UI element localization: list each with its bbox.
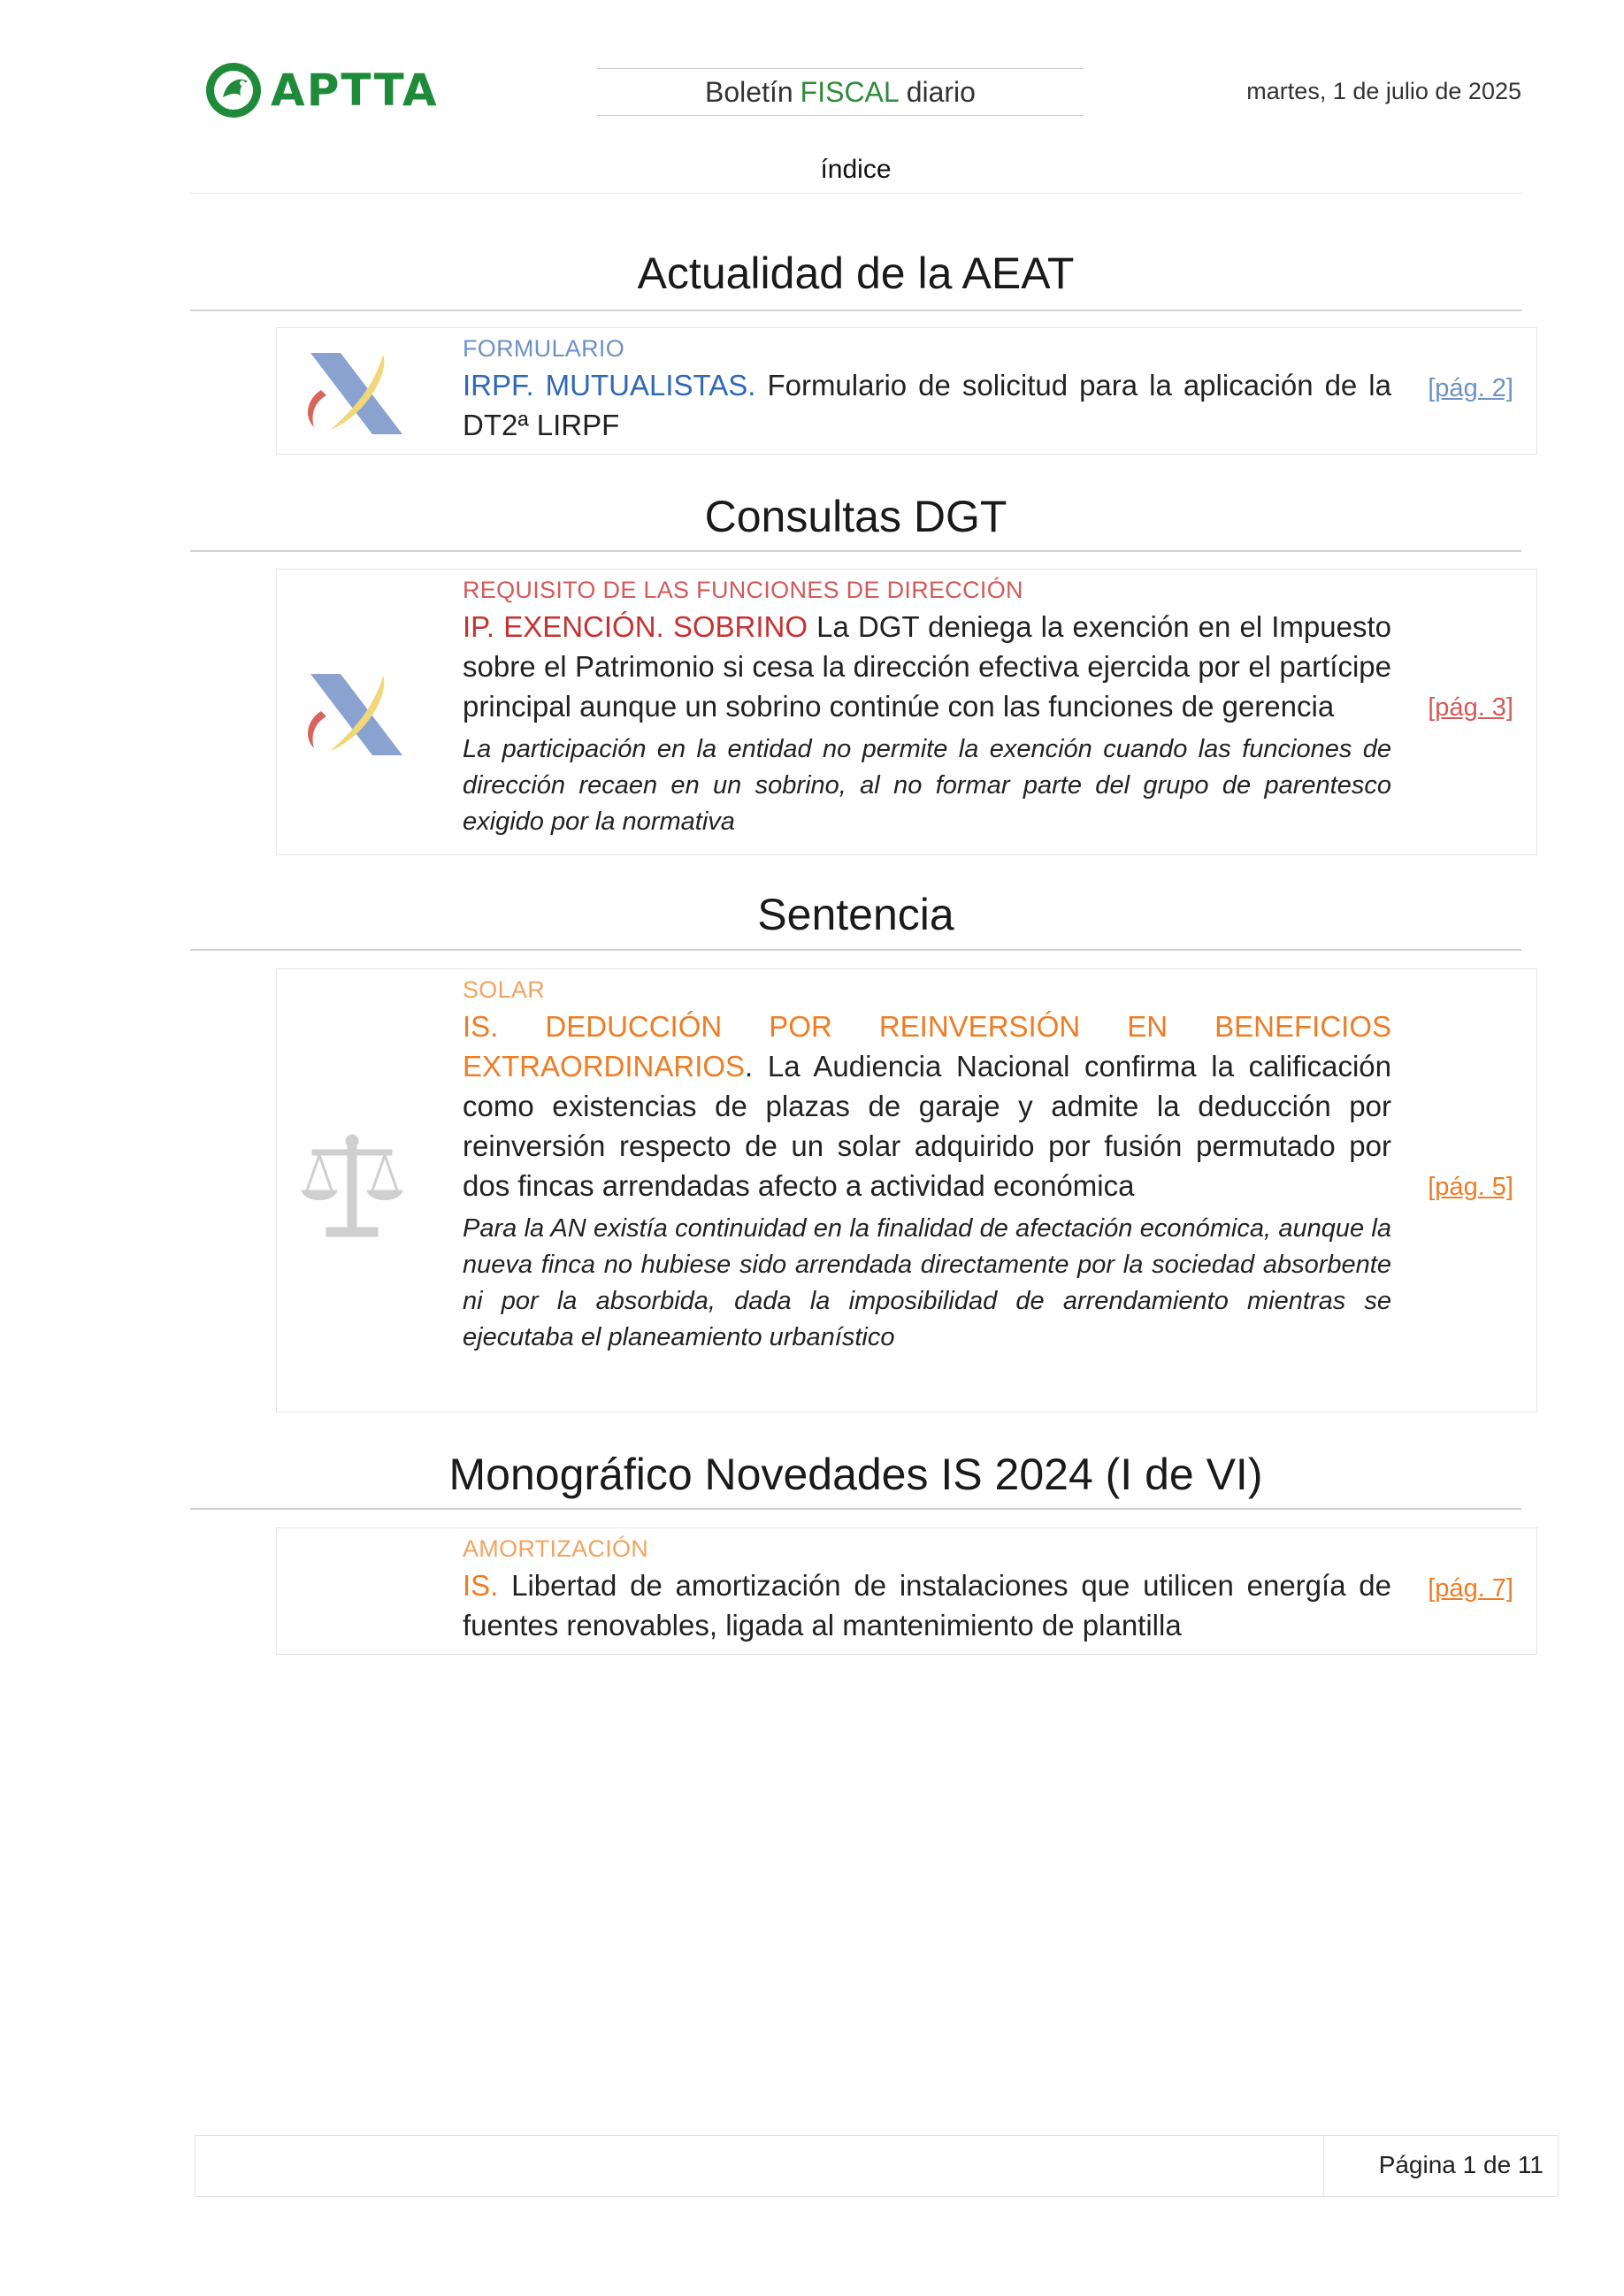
section-title-aeat: Actualidad de la AEAT (637, 249, 1075, 298)
news-summary: Para la AN existía continuidad en la finalidad de afectación económica, aunque la nueva finca no hubiese sido arrendada directamente por la sociedad absorbente ni por la absorbida, dada la imposibilidad de arrendamiento mientras se ejecutaba el planeamiento urbanístico (463, 1214, 1391, 1351)
news-content (463, 973, 1391, 1356)
bulletin-prefix: Boletín (705, 75, 793, 108)
aeat-logo-icon (295, 667, 418, 767)
bulletin-suffix: diario (906, 75, 976, 108)
page-number: Página 1 de 11 (1378, 2151, 1544, 2178)
news-headline (463, 607, 1391, 726)
news-lead: IP. EXENCIÓN. SOBRINO (463, 610, 808, 643)
news-card-monografico (276, 1527, 1537, 1655)
news-lead: IS. DEDUCCIÓN POR REINVERSIÓN EN BENEFICIOS EXTRAORDINARIOS (463, 1010, 1391, 1083)
page-link[interactable]: [pág. 5] (1428, 1173, 1513, 1201)
news-headline-text: . La Audiencia Nacional confirma la calificación como existencias de plazas de garaje y admite la deducción por reinversión respecto de un solar adquirido por fusión permutado por dos fincas arrendadas afecto a actividad económica (463, 1050, 1391, 1202)
page-link[interactable]: [pág. 3] (1428, 693, 1513, 722)
news-headline (463, 1006, 1391, 1205)
bulletin-highlight: FISCAL (800, 75, 900, 108)
news-lead: IS. (463, 1569, 499, 1602)
page-link[interactable]: [pág. 2] (1428, 374, 1513, 402)
news-headline-text: Libertad de amortización de instalaciones que utilicen energía de fuentes renovables, ligada al mantenimiento de plantilla (463, 1569, 1391, 1642)
page-footer (195, 2135, 1559, 2197)
news-headline-text: La DGT deniega la exención en el Impuesto sobre el Patrimonio si cesa la dirección efectiva ejercida por el partícipe principal aunque un sobrino continúe con las funciones de gerencia (463, 610, 1391, 723)
logo-text: APTTA (271, 65, 439, 116)
section-divider (190, 949, 1521, 951)
news-card-dgt (276, 569, 1537, 855)
news-summary: La participación en la entidad no permite la exención cuando las funciones de dirección recaen en un sobrino, al no formar parte del grupo de parentesco exigido por la normativa (463, 735, 1391, 836)
news-headline-text: Formulario de solicitud para la aplicación de la DT2ª LIRPF (463, 369, 1391, 441)
news-kicker: SOLAR (463, 976, 546, 1003)
bulletin-title (597, 68, 1084, 116)
aptta-logo-icon (203, 60, 264, 120)
news-headline (463, 365, 1391, 445)
news-card-aeat (276, 327, 1537, 455)
news-content (463, 332, 1391, 445)
section-divider (190, 550, 1521, 552)
page-header (203, 53, 1521, 133)
news-kicker: AMORTIZACIÓN (463, 1535, 649, 1562)
index-title: índice (820, 155, 892, 184)
index-divider (190, 193, 1521, 194)
news-headline (463, 1565, 1391, 1645)
page-link[interactable]: [pág. 7] (1428, 1574, 1513, 1603)
section-title-dgt: Consultas DGT (704, 492, 1007, 541)
section-divider (190, 310, 1521, 311)
scales-icon (295, 1129, 418, 1248)
aeat-logo-icon (295, 346, 418, 446)
news-lead: IRPF. MUTUALISTAS. (463, 369, 756, 402)
news-content (463, 573, 1391, 840)
news-kicker: FORMULARIO (463, 335, 625, 362)
section-title-monografico: Monográfico Novedades IS 2024 (I de VI) (448, 1450, 1263, 1499)
section-title-sentencia: Sentencia (757, 890, 954, 939)
footer-divider (1323, 2136, 1324, 2196)
aptta-logo (203, 60, 439, 120)
news-content (463, 1532, 1391, 1645)
section-divider (190, 1508, 1521, 1510)
news-kicker: REQUISITO DE LAS FUNCIONES DE DIRECCIÓN (463, 577, 1023, 603)
news-card-sentencia (276, 968, 1537, 1412)
bulletin-date: martes, 1 de julio de 2025 (1246, 78, 1521, 104)
